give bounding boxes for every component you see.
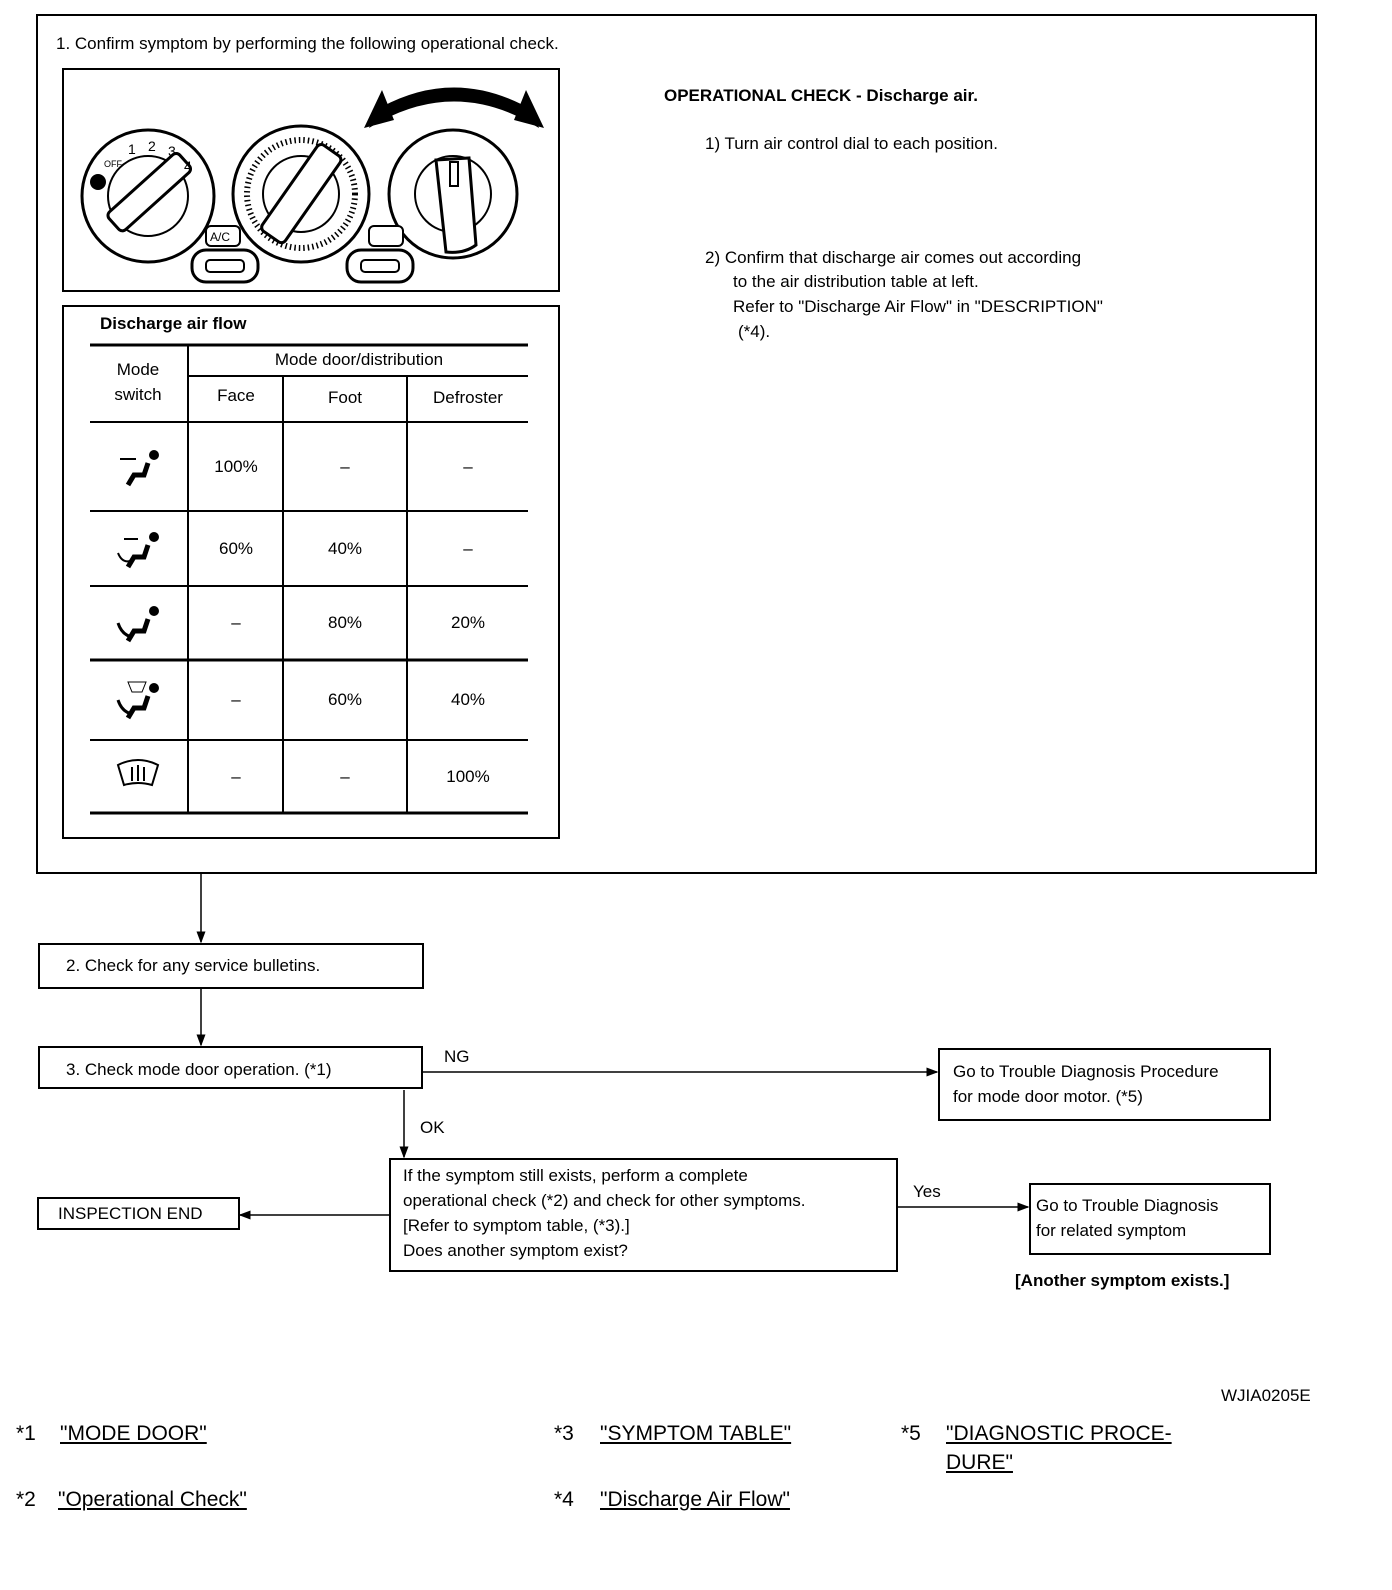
defrost-mode-icon — [114, 755, 164, 799]
mode-header-line2: switch — [114, 385, 162, 404]
group-header: Mode door/distribution — [274, 350, 444, 369]
table-cell-defroster: 100% — [446, 766, 490, 786]
vent-mode-icon — [114, 445, 164, 489]
table-cell-foot: 80% — [327, 613, 363, 632]
col-foot: Foot — [327, 388, 363, 407]
ref-2-num: *2 — [16, 1488, 36, 1511]
step1-label: 1. Confirm symptom by performing the following operational check. — [56, 34, 559, 53]
table-cell-face: 60% — [218, 538, 254, 558]
table-cell-face: 100% — [214, 456, 258, 476]
table-cell-face: – — [231, 613, 241, 632]
col-defroster: Defroster — [433, 388, 503, 407]
table-cell-defroster: 20% — [450, 613, 486, 632]
question-line3: [Refer to symptom table, (*3).] — [403, 1216, 630, 1235]
another-symptom-note: [Another symptom exists.] — [1015, 1271, 1230, 1290]
svg-text:3: 3 — [168, 143, 176, 159]
ok-label: OK — [420, 1118, 445, 1137]
fan-icon — [90, 174, 106, 190]
svg-text:A/C: A/C — [210, 230, 231, 244]
svg-text:4: 4 — [184, 158, 192, 174]
mode-header-line1: Mode — [116, 360, 160, 379]
ref-diagnostic-procedure-link-cont[interactable]: DURE" — [946, 1451, 1013, 1474]
table-cell-face: – — [231, 766, 241, 786]
question-line4: Does another symptom exist? — [403, 1241, 628, 1260]
step3-label: 3. Check mode door operation. (*1) — [66, 1060, 332, 1079]
control-panel-drawing — [64, 70, 562, 294]
table-cell-defroster: – — [463, 456, 473, 476]
table-cell-defroster: 40% — [450, 690, 486, 709]
operational-check-step2-line4: (*4). — [738, 322, 771, 341]
svg-text:2: 2 — [148, 138, 156, 154]
ref-mode-door-link[interactable]: "MODE DOOR" — [60, 1422, 207, 1445]
ref-diagnostic-procedure-link[interactable]: "DIAGNOSTIC PROCE- — [946, 1422, 1172, 1445]
operational-check-step2-line1: 2) Confirm that discharge air comes out according — [705, 248, 1082, 267]
table-cell-foot: – — [340, 766, 350, 786]
ref-operational-check-link[interactable]: "Operational Check" — [58, 1488, 247, 1511]
yes-box-line1: Go to Trouble Diagnosis — [1036, 1196, 1219, 1215]
table-title: Discharge air flow — [100, 314, 247, 333]
svg-text:OFF: OFF — [104, 159, 122, 169]
operational-check-step1: 1) Turn air control dial to each position. — [705, 134, 998, 153]
table-cell-foot: – — [340, 456, 350, 476]
ref-3-num: *3 — [554, 1422, 574, 1445]
yes-box-line2: for related symptom — [1036, 1221, 1187, 1240]
step2-label: 2. Check for any service bulletins. — [66, 956, 321, 975]
table-cell-defroster: – — [463, 538, 473, 558]
col-face: Face — [217, 386, 255, 405]
ng-label: NG — [444, 1047, 470, 1066]
ng-box-line1: Go to Trouble Diagnosis Procedure — [953, 1062, 1219, 1081]
yes-label: Yes — [913, 1182, 941, 1201]
ref-symptom-table-link[interactable]: "SYMPTOM TABLE" — [600, 1422, 792, 1445]
foot-mode-icon — [114, 601, 164, 645]
operational-check-step2-line3: Refer to "Discharge Air Flow" in "DESCRIPTION" — [733, 297, 1103, 316]
bilevel-mode-icon — [114, 527, 164, 571]
ng-box-line2: for mode door motor. (*5) — [953, 1087, 1143, 1106]
control-panel-illustration — [62, 68, 560, 292]
question-line2: operational check (*2) and check for other symptoms. — [403, 1191, 806, 1210]
foot-defrost-mode-icon — [114, 678, 164, 722]
operational-check-step2-line2: to the air distribution table at left. — [733, 272, 979, 291]
operational-check-title: OPERATIONAL CHECK - Discharge air. — [664, 86, 978, 105]
ref-4-num: *4 — [554, 1488, 574, 1511]
table-cell-foot: 40% — [327, 538, 363, 558]
ref-1-num: *1 — [16, 1422, 36, 1445]
figure-id: WJIA0205E — [1221, 1386, 1311, 1405]
ref-discharge-air-flow-link[interactable]: "Discharge Air Flow" — [600, 1488, 790, 1511]
table-cell-face: – — [231, 690, 241, 709]
svg-text:1: 1 — [128, 141, 136, 157]
ref-5-num: *5 — [901, 1422, 921, 1445]
inspection-end-label: INSPECTION END — [58, 1204, 203, 1223]
question-line1: If the symptom still exists, perform a complete — [403, 1166, 748, 1185]
table-cell-foot: 60% — [327, 690, 363, 709]
